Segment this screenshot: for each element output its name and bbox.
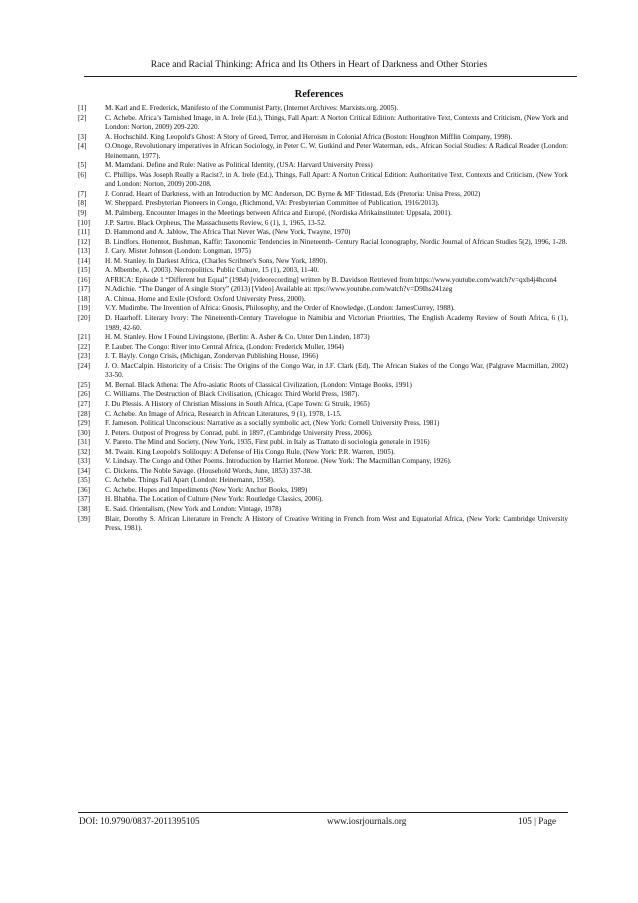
reference-text: C. Williams. The Destruction of Black Civilisation, (Chicago: Third World Press, 1987).: [105, 390, 360, 399]
reference-number: [2]: [78, 113, 87, 122]
footer-divider: [78, 812, 568, 813]
reference-text: A. Chinua. Home and Exile (Oxford: Oxford University Press, 2000).: [105, 294, 306, 303]
reference-item: [78, 419, 568, 429]
reference-item: [78, 333, 568, 343]
reference-number: [14]: [78, 256, 90, 265]
reference-number: [22]: [78, 342, 90, 351]
reference-number: [21]: [78, 333, 90, 342]
reference-text: P. Lauber. The Congo: River into Central Africa, (London: Frederick Muller, 1964): [105, 342, 344, 351]
reference-text: J. T. Bayly. Congo Crisis, (Michigan, Zondervan Publishing House, 1966): [105, 352, 319, 361]
running-header: Race and Racial Thinking: Africa and Its Others in Heart of Darkness and Other Stories: [150, 59, 488, 70]
section-title: References: [294, 89, 344, 100]
reference-text: J. Cary. Mister Johnson (London: Longman, 1975): [105, 247, 251, 256]
reference-number: [30]: [78, 428, 90, 437]
reference-text: M. Karl and E. Frederick, Manifesto of the Communist Party, (Internet Archives: Marxists.org, 2005).: [105, 104, 399, 112]
reference-number: [31]: [78, 438, 90, 447]
reference-number: [10]: [78, 218, 90, 227]
reference-number: [11]: [78, 228, 90, 237]
reference-number: [7]: [78, 189, 87, 198]
reference-item: [78, 515, 568, 534]
reference-text: H. M. Stanley. In Darkest Africa, (Charles Scribner's Sons, New York, 1890).: [105, 256, 328, 265]
reference-item: [78, 381, 568, 391]
reference-number: [33]: [78, 457, 90, 466]
reference-text: AFRICA: Episode 1 “Different but Equal” (1984) [videorecording] written by B. Davidson Retrieved from https://www.youtube.com/watch?v=qxh4j4hcon4: [105, 275, 557, 284]
reference-item: [78, 266, 568, 276]
reference-item: [78, 467, 568, 477]
reference-number: [19]: [78, 304, 90, 313]
reference-number: [28]: [78, 409, 90, 418]
reference-item: [78, 190, 568, 200]
reference-number: [35]: [78, 476, 90, 485]
reference-text: D. Hammond and A. Jablow, The Africa That Never Was, (New York, Twayne, 1970): [105, 228, 351, 237]
reference-item: [78, 247, 568, 257]
reference-text: C. Achebe. An Image of Africa, Research in African Literatures, 9 (1), 1978, 1-15.: [105, 409, 342, 418]
footer-website: www.iosrjournals.org: [327, 816, 407, 826]
reference-item: [78, 400, 568, 410]
reference-item: [78, 238, 568, 248]
reference-text: Blair, Dorothy S. African Literature in French: A History of Creative Writing in French from West and Equatorial Africa, (New York: Cambridge University Press, 1981).: [105, 514, 568, 533]
reference-number: [16]: [78, 275, 90, 284]
reference-number: [36]: [78, 485, 90, 494]
reference-text: O.Onoge, Revolutionary imperatives in African Sociology, in Peter C. W. Gutkind and Peter Waterman, eds., African Social Studies: A Radical Reader (London: Heinemann, 1977).: [105, 142, 568, 160]
reference-number: [39]: [78, 514, 90, 523]
reference-text: J.P. Sartre. Black Orpheus, The Massachusetts Review, 6 (1), 1, 1965, 13-52.: [105, 218, 326, 227]
reference-item: [78, 448, 568, 458]
reference-number: [26]: [78, 390, 90, 399]
reference-item: [78, 257, 568, 267]
reference-text: C. Dickens. The Noble Savage. (Household Words, June, 1853) 337-38.: [105, 466, 312, 475]
reference-number: [29]: [78, 419, 90, 428]
reference-item: [78, 104, 568, 114]
reference-number: [23]: [78, 352, 90, 361]
reference-text: C. Achebe. Africa’s Tarnished Image, in A. Irele (Ed.), Things, Fall Apart: A Norton Critical Edition: Authoritative Text, Contexts and Criticism, (New York and London: Norton, 2009) 209-220.: [105, 113, 568, 132]
reference-number: [5]: [78, 161, 87, 170]
reference-text: D. Haarhoff. Literary Ivory: The Nineteenth-Century Travelogue in Namibia and Victorian Priorities, The English Academy Review of South Africa, 6 (1), 1989, 42-60.: [105, 314, 568, 332]
reference-text: A. Mbembe, A. (2003). Necropolitics. Public Culture, 15 (1), 2003, 11-40.: [105, 266, 319, 275]
reference-text: C. Achebe. Things Fall Apart (London: Heinemann, 1958).: [105, 476, 275, 485]
reference-number: [20]: [78, 314, 90, 323]
reference-item: [78, 171, 568, 190]
reference-number: [3]: [78, 132, 87, 141]
reference-text: F. Jameson. Political Unconscious: Narrative as a socially symbolic act, (New York: Cornell University Press, 1981): [105, 419, 440, 428]
reference-item: [78, 228, 568, 238]
reference-item: [78, 476, 568, 486]
reference-number: [9]: [78, 209, 87, 218]
reference-text: M. Bernal. Black Athena: The Afro-asiatic Roots of Classical Civilization, (London: Vintage Books, 1991): [105, 380, 412, 389]
reference-text: J. Du Plessis. A History of Christian Missions in South Africa, (Cape Town: G Struik, 1965): [105, 399, 370, 408]
reference-text: M. Twain. King Leopold's Soliloquy: A Defense of His Congo Rule, (New York: P.R. Warren, 1905).: [105, 447, 396, 456]
reference-text: M. Palmberg. Encounter Images in the Meetings between Africa and Europé, (Nordiska Afrikainstitutet: Uppsala, 2001).: [105, 209, 452, 218]
reference-text: M. Mamdani. Define and Rule: Native as Political Identity, (USA: Harvard University Press): [105, 161, 373, 170]
reference-text: C. Phillips. Was Joseph Really a Racist?, in A. Irele (Ed.), Things, Fall Apart: A Norton Critical Edition: Authoritative Text, Contexts and Criticism, (New York and London: Norton, 2009) 200-208.: [105, 170, 568, 189]
footer-page-number: 105 | Page: [518, 816, 557, 826]
reference-item: [78, 343, 568, 353]
reference-number: [4]: [78, 142, 87, 151]
reference-number: [17]: [78, 285, 90, 294]
reference-number: [24]: [78, 361, 90, 370]
reference-number: [8]: [78, 199, 87, 208]
reference-text: E. Said. Orientalism, (New York and London: Vintage, 1978): [105, 504, 282, 513]
reference-item: [78, 295, 568, 305]
reference-item: [78, 457, 568, 467]
reference-item: [78, 219, 568, 229]
reference-text: N.Adichie. “The Danger of A single Story” (2013) [Video] Available at: ttps://www.youtube.com/watch?v=D9Ihs241zeg: [105, 285, 453, 294]
reference-number: [12]: [78, 237, 90, 246]
reference-text: V. Pareto. The Mind and Society, (New York, 1935, First publ. in Italy as Trattato di sociologia generale in 1916): [105, 438, 430, 447]
reference-item: [78, 114, 568, 133]
reference-item: [78, 486, 568, 496]
reference-item: [78, 505, 568, 515]
reference-text: H. Bhabha. The Location of Culture (New York: Routledge Classics, 2006).: [105, 495, 324, 504]
reference-item: [78, 429, 568, 439]
reference-item: [78, 314, 568, 333]
reference-text: H. M. Stanley. How I Found Livingstone, (Berlin: A. Asher & Co. Unter Den Linden, 1873): [105, 333, 370, 342]
reference-text: V. Lindsay. The Congo and Other Poems. Introduction by Harriet Monroe. (New York: The Macmillan Company, 1926).: [105, 457, 452, 466]
reference-text: J. O. MacCalpin. Historicity of a Crisis: The Origins of the Congo War, in J.F. Clark (Ed), The African Stakes of the Congo War, (Palgrave Macmillan, 2002) 33-50.: [105, 361, 568, 380]
reference-text: A. Hochschild. King Leopold's Ghost: A Story of Greed, Terror, and Heroism in Colonial Africa (Boston: Houghton Mifflin Company, 1998).: [105, 132, 513, 141]
reference-number: [18]: [78, 294, 90, 303]
reference-item: [78, 276, 568, 286]
reference-number: [1]: [78, 104, 87, 112]
reference-number: [27]: [78, 399, 90, 408]
reference-item: [78, 362, 568, 381]
reference-item: [78, 133, 568, 143]
reference-number: [34]: [78, 466, 90, 475]
reference-item: [78, 410, 568, 420]
reference-number: [13]: [78, 247, 90, 256]
reference-number: [38]: [78, 504, 90, 513]
reference-text: J. Conrad. Heart of Darkness, with an Introduction by MC Anderson, DC Byrne & MF Titlestad, Eds (Pretoria: Unisa Press, 2002): [105, 189, 481, 198]
reference-item: [78, 199, 568, 209]
reference-item: [78, 390, 568, 400]
reference-item: [78, 161, 568, 171]
reference-text: B. Lindfors. Hottentot, Bushman, Kaffir: Taxonomic Tendencies in Nineteenth- Century Racial Iconography, Nordic Journal of African Studies 5(2), 1996, 1-28.: [105, 237, 568, 246]
reference-text: J. Peters. Outpost of Progress by Conrad, publ. in 1897, (Cambridge University Press, 2006).: [105, 428, 373, 437]
reference-item: [78, 352, 568, 362]
reference-item: [78, 209, 568, 219]
reference-item: [78, 142, 568, 161]
reference-item: [78, 304, 568, 314]
reference-item: [78, 495, 568, 505]
header-divider: [84, 76, 577, 77]
reference-text: V.Y. Mudimbe. The Invention of Africa: Gnosis, Philosophy, and the Order of Knowledge, (London: JamesCurrey, 1988).: [105, 304, 455, 313]
reference-number: [15]: [78, 266, 90, 275]
reference-item: [78, 285, 568, 295]
reference-item: [78, 438, 568, 448]
reference-text: W. Sheppard. Presbyterian Pioneers in Congo, (Richmond, VA: Presbyterian Committee of Publication, 1916/2013).: [105, 199, 440, 208]
reference-number: [6]: [78, 170, 87, 179]
reference-text: C. Achebe. Hopes and Impediments (New York: Anchor Books, 1989): [105, 485, 308, 494]
footer-doi: DOI: 10.9790/0837-2011395105: [79, 816, 200, 826]
reference-number: [25]: [78, 380, 90, 389]
reference-number: [37]: [78, 495, 90, 504]
reference-number: [32]: [78, 447, 90, 456]
reference-list: [78, 104, 568, 534]
